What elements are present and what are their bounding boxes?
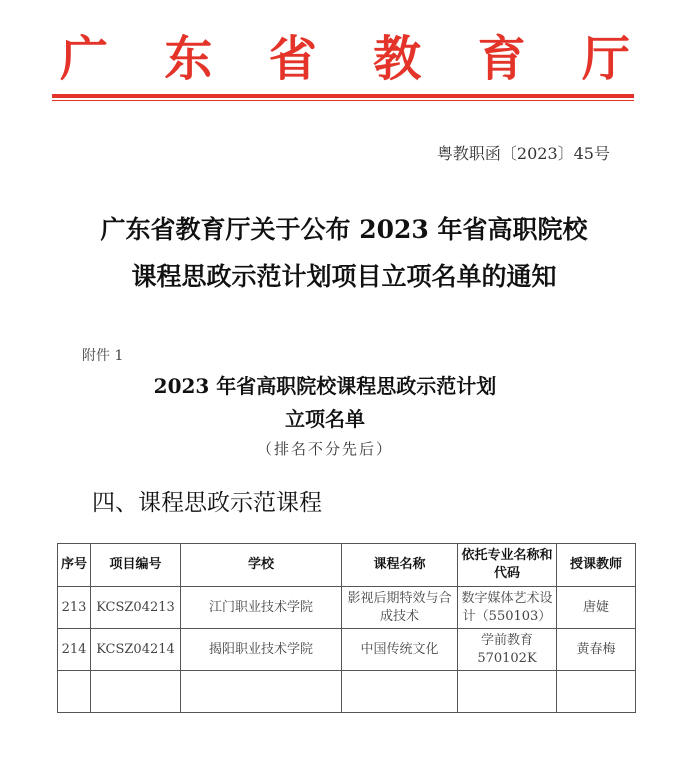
header-major: 依托专业名称和代码 — [458, 544, 557, 587]
cell-project-id: KCSZ04213 — [91, 587, 181, 629]
cell-major: 学前教育 570102K — [458, 629, 557, 671]
list-title-line1: 2023 年省高职院校课程思政示范计划 — [153, 374, 497, 398]
letterhead-char: 育 — [477, 31, 526, 87]
letterhead-char: 厅 — [581, 31, 630, 87]
header-course: 课程名称 — [342, 544, 458, 587]
cell-course: 中国传统文化 — [342, 629, 458, 671]
attachment-label: 附件 1 — [82, 348, 124, 364]
header-school: 学校 — [181, 544, 342, 587]
cell-major: 数字媒体艺术设计（550103） — [458, 587, 557, 629]
section-heading: 四、课程思政示范课程 — [92, 490, 322, 516]
cell-course: 影视后期特效与合成技术 — [342, 587, 458, 629]
notice-title-line2: 课程思政示范计划项目立项名单的通知 — [131, 262, 557, 291]
letterhead-char: 教 — [373, 31, 422, 87]
cell-number: 214 — [58, 629, 91, 671]
letterhead-char: 东 — [164, 31, 213, 87]
cell-school: 揭阳职业技术学院 — [181, 629, 342, 671]
table-row — [58, 587, 636, 629]
header-number: 序号 — [58, 544, 91, 587]
list-note: （排名不分先后） — [256, 440, 393, 458]
letterhead-char: 省 — [268, 31, 317, 87]
table-header-row — [58, 544, 636, 587]
notice-title-line1: 广东省教育厅关于公布 2023 年省高职院校 — [100, 215, 588, 244]
project-table — [57, 543, 636, 713]
list-title-line2: 立项名单 — [285, 407, 365, 431]
header-teacher: 授课教师 — [557, 544, 636, 587]
letterhead — [60, 30, 630, 88]
header-project-id: 项目编号 — [91, 544, 181, 587]
cell-project-id: KCSZ04214 — [91, 629, 181, 671]
letterhead-rule-thick — [52, 94, 634, 98]
cell-number: 213 — [58, 587, 91, 629]
document-number: 粤教职函〔2023〕45号 — [436, 144, 610, 163]
cell-teacher: 唐婕 — [557, 587, 636, 629]
table-row — [58, 629, 636, 671]
table-row-truncated — [58, 671, 636, 713]
cell-school: 江门职业技术学院 — [181, 587, 342, 629]
cell-teacher: 黄春梅 — [557, 629, 636, 671]
letterhead-char: 广 — [60, 31, 109, 87]
letterhead-rule-thin — [52, 100, 634, 101]
